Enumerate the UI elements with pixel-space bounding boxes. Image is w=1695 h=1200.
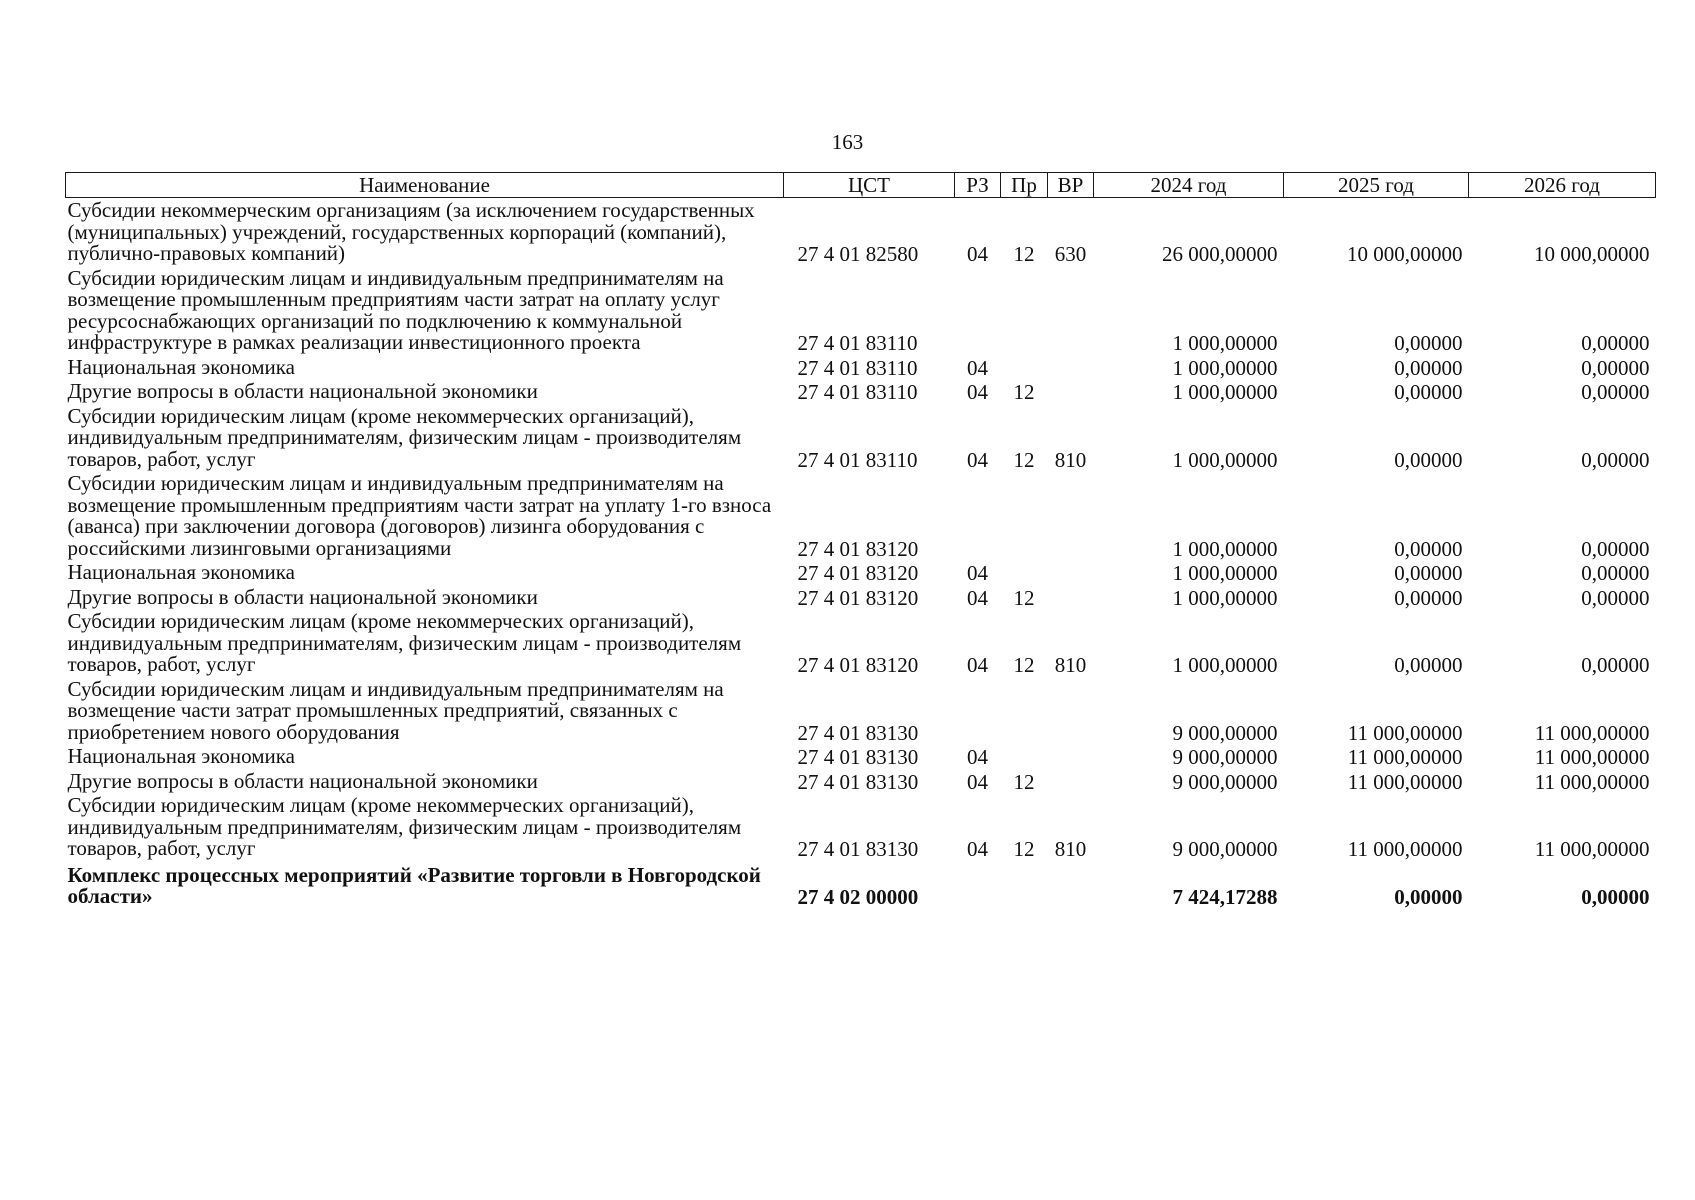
cell-pr [1001, 355, 1048, 380]
cell-vr [1048, 379, 1094, 404]
cell-2025: 0,00000 [1394, 331, 1463, 355]
cell-vr [1048, 471, 1094, 560]
cell-pr [1001, 677, 1048, 745]
cell-csr: 27 4 01 82580 [797, 242, 919, 266]
cell-rz [955, 861, 1001, 909]
header-2024: 2024 год [1094, 173, 1284, 198]
cell-2025: 0,00000 [1394, 355, 1463, 380]
cell-2026: 11 000,00000 [1534, 720, 1650, 745]
table-row [66, 355, 1656, 380]
cell-rz: 04 [967, 653, 988, 677]
table-body [66, 198, 1656, 909]
cell-vr [1048, 585, 1094, 610]
cell-2026: 11 000,00000 [1534, 837, 1650, 861]
cell-csr: 27 4 02 00000 [797, 885, 919, 909]
cell-2024: 9 000,00000 [1172, 745, 1278, 769]
cell-2024: 9 000,00000 [1172, 837, 1278, 861]
cell-name: Субсидии юридическим лицам (кроме некоммерческих организаций), индивидуальным предпринимателям, физическим лицам - производителям товаров, работ, услуг [67, 403, 742, 471]
cell-rz [955, 266, 1001, 355]
cell-rz [955, 677, 1001, 745]
cell-2026: 0,00000 [1581, 561, 1650, 585]
cell-2025: 0,00000 [1394, 561, 1463, 585]
cell-rz: 04 [967, 447, 988, 472]
header-rz: РЗ [955, 173, 1001, 198]
table-row [66, 560, 1656, 585]
table-row [66, 198, 1656, 266]
cell-pr [1001, 861, 1048, 909]
cell-vr [1048, 677, 1094, 745]
cell-csr: 27 4 01 83130 [797, 837, 919, 861]
cell-rz: 04 [967, 561, 988, 585]
cell-2024: 7 424,17288 [1172, 885, 1278, 909]
cell-name: Субсидии некоммерческим организациям (за исключением государственных (муниципальных) учреждений, государственных корпораций (компаний), публично-правовых компаний) [67, 198, 755, 265]
cell-2026: 0,00000 [1581, 331, 1650, 355]
cell-pr: 12 [1013, 447, 1035, 472]
cell-pr: 12 [1013, 837, 1035, 861]
table-header [66, 173, 1656, 198]
cell-pr: 12 [1013, 242, 1035, 266]
cell-name: Субсидии юридическим лицам (кроме некоммерческих организаций), индивидуальным предпринимателям, физическим лицам - производителям товаров, работ, услуг [67, 793, 742, 860]
table-row [66, 404, 1656, 472]
cell-name: Субсидии юридическим лицам и индивидуальным предпринимателям на возмещение части затрат промышленных предприятий, связанных с приобретением нового оборудования [67, 676, 724, 744]
cell-name: Другие вопросы в области национальной экономики [67, 379, 538, 403]
cell-rz: 04 [967, 769, 988, 794]
cell-name: Комплекс процессных мероприятий «Развитие торговли в Новгородской области» [67, 862, 761, 908]
cell-2024: 9 000,00000 [1172, 720, 1278, 745]
cell-csr: 27 4 01 83110 [797, 380, 918, 404]
table-row [66, 861, 1656, 909]
cell-2024: 1 000,00000 [1172, 536, 1278, 561]
cell-2025: 11 000,00000 [1347, 837, 1463, 861]
cell-2026: 0,00000 [1581, 885, 1650, 909]
cell-vr [1048, 744, 1094, 769]
cell-2024: 1 000,00000 [1172, 561, 1278, 585]
page-number: 163 [831, 130, 864, 154]
table-row [66, 769, 1656, 794]
table-row [66, 379, 1656, 404]
header-2025: 2025 год [1284, 173, 1469, 198]
cell-2024: 26 000,00000 [1162, 242, 1278, 266]
cell-pr: 12 [1013, 653, 1035, 677]
header-name: Наименование [66, 173, 784, 198]
cell-2025: 0,00000 [1394, 536, 1463, 561]
budget-table [65, 172, 1656, 909]
cell-vr: 630 [1054, 242, 1087, 266]
cell-name: Субсидии юридическим лицам и индивидуальным предпринимателям на возмещение промышленным предприятиям части затрат на уплату 1-го взноса (аванса) при заключении договора (договоров) лизинга оборудования с российскими лизинговыми организациями [67, 471, 772, 560]
cell-rz: 04 [967, 380, 988, 404]
cell-csr: 27 4 01 83120 [797, 561, 919, 585]
cell-2025: 0,00000 [1394, 653, 1463, 677]
cell-2026: 11 000,00000 [1534, 745, 1650, 769]
cell-2025: 0,00000 [1394, 585, 1463, 610]
cell-pr: 12 [1013, 769, 1035, 794]
table-row [66, 677, 1656, 745]
cell-vr [1048, 560, 1094, 585]
cell-2026: 0,00000 [1581, 585, 1650, 610]
cell-2025: 11 000,00000 [1347, 720, 1463, 745]
cell-vr: 810 [1054, 837, 1087, 861]
header-2026: 2026 год [1469, 173, 1656, 198]
cell-vr [1048, 769, 1094, 794]
header-row [66, 173, 1656, 198]
cell-rz: 04 [967, 837, 988, 861]
cell-vr: 810 [1054, 447, 1087, 472]
cell-2024: 9 000,00000 [1172, 769, 1278, 794]
cell-csr: 27 4 01 83110 [797, 355, 918, 380]
cell-2024: 1 000,00000 [1172, 447, 1278, 472]
cell-vr [1048, 861, 1094, 909]
table-row [66, 266, 1656, 355]
cell-rz: 04 [967, 242, 988, 266]
cell-2026: 0,00000 [1581, 380, 1650, 404]
table-row [66, 609, 1656, 677]
cell-rz: 04 [967, 745, 988, 769]
cell-2025: 11 000,00000 [1347, 769, 1463, 794]
header-csr: ЦСТ [784, 173, 955, 198]
cell-pr [1001, 266, 1048, 355]
cell-2026: 0,00000 [1581, 536, 1650, 561]
cell-pr: 12 [1013, 585, 1035, 610]
table-row [66, 471, 1656, 560]
header-vr: ВР [1048, 173, 1094, 198]
cell-vr: 810 [1054, 653, 1087, 677]
cell-2024: 1 000,00000 [1172, 653, 1278, 677]
cell-2025: 10 000,00000 [1347, 242, 1463, 266]
cell-2024: 1 000,00000 [1172, 380, 1278, 404]
cell-2024: 1 000,00000 [1172, 331, 1278, 355]
cell-2024: 1 000,00000 [1172, 585, 1278, 610]
header-pr: Пр [1001, 173, 1048, 198]
cell-rz: 04 [967, 355, 988, 380]
cell-2026: 11 000,00000 [1534, 769, 1650, 794]
cell-2025: 0,00000 [1394, 885, 1463, 909]
cell-csr: 27 4 01 83120 [797, 536, 919, 561]
cell-pr: 12 [1013, 380, 1035, 404]
cell-2025: 0,00000 [1394, 447, 1463, 472]
table-row [66, 793, 1656, 861]
cell-name: Субсидии юридическим лицам (кроме некоммерческих организаций), индивидуальным предпринимателям, физическим лицам - производителям товаров, работ, услуг [67, 609, 742, 676]
cell-rz: 04 [967, 585, 988, 610]
cell-name: Другие вопросы в области национальной экономики [67, 584, 538, 609]
cell-name: Другие вопросы в области национальной экономики [67, 768, 538, 793]
cell-csr: 27 4 01 83110 [797, 447, 918, 472]
cell-2025: 0,00000 [1394, 380, 1463, 404]
cell-vr [1048, 355, 1094, 380]
cell-name: Национальная экономика [67, 560, 295, 584]
cell-2025: 11 000,00000 [1347, 745, 1463, 769]
cell-2024: 1 000,00000 [1172, 355, 1278, 380]
table-row [66, 585, 1656, 610]
cell-name: Субсидии юридическим лицам и индивидуальным предпринимателям на возмещение промышленным предприятиям части затрат на оплату услуг ресурсоснабжающих организаций по подключению к коммунальной инфраструктуре в рамках реализации инвестиционного проекта [67, 265, 724, 354]
cell-pr [1001, 744, 1048, 769]
cell-csr: 27 4 01 83110 [797, 331, 918, 355]
cell-2026: 0,00000 [1581, 653, 1650, 677]
cell-csr: 27 4 01 83120 [797, 653, 919, 677]
cell-2026: 0,00000 [1581, 447, 1650, 472]
cell-csr: 27 4 01 83130 [797, 745, 919, 769]
cell-csr: 27 4 01 83130 [797, 769, 919, 794]
cell-name: Национальная экономика [67, 744, 295, 768]
cell-2026: 10 000,00000 [1534, 242, 1650, 266]
cell-name: Национальная экономика [67, 354, 295, 379]
table-row [66, 744, 1656, 769]
cell-csr: 27 4 01 83120 [797, 585, 919, 610]
cell-2026: 0,00000 [1581, 355, 1650, 380]
cell-vr [1048, 266, 1094, 355]
cell-pr [1001, 471, 1048, 560]
cell-pr [1001, 560, 1048, 585]
cell-csr: 27 4 01 83130 [797, 720, 919, 745]
cell-rz [955, 471, 1001, 560]
